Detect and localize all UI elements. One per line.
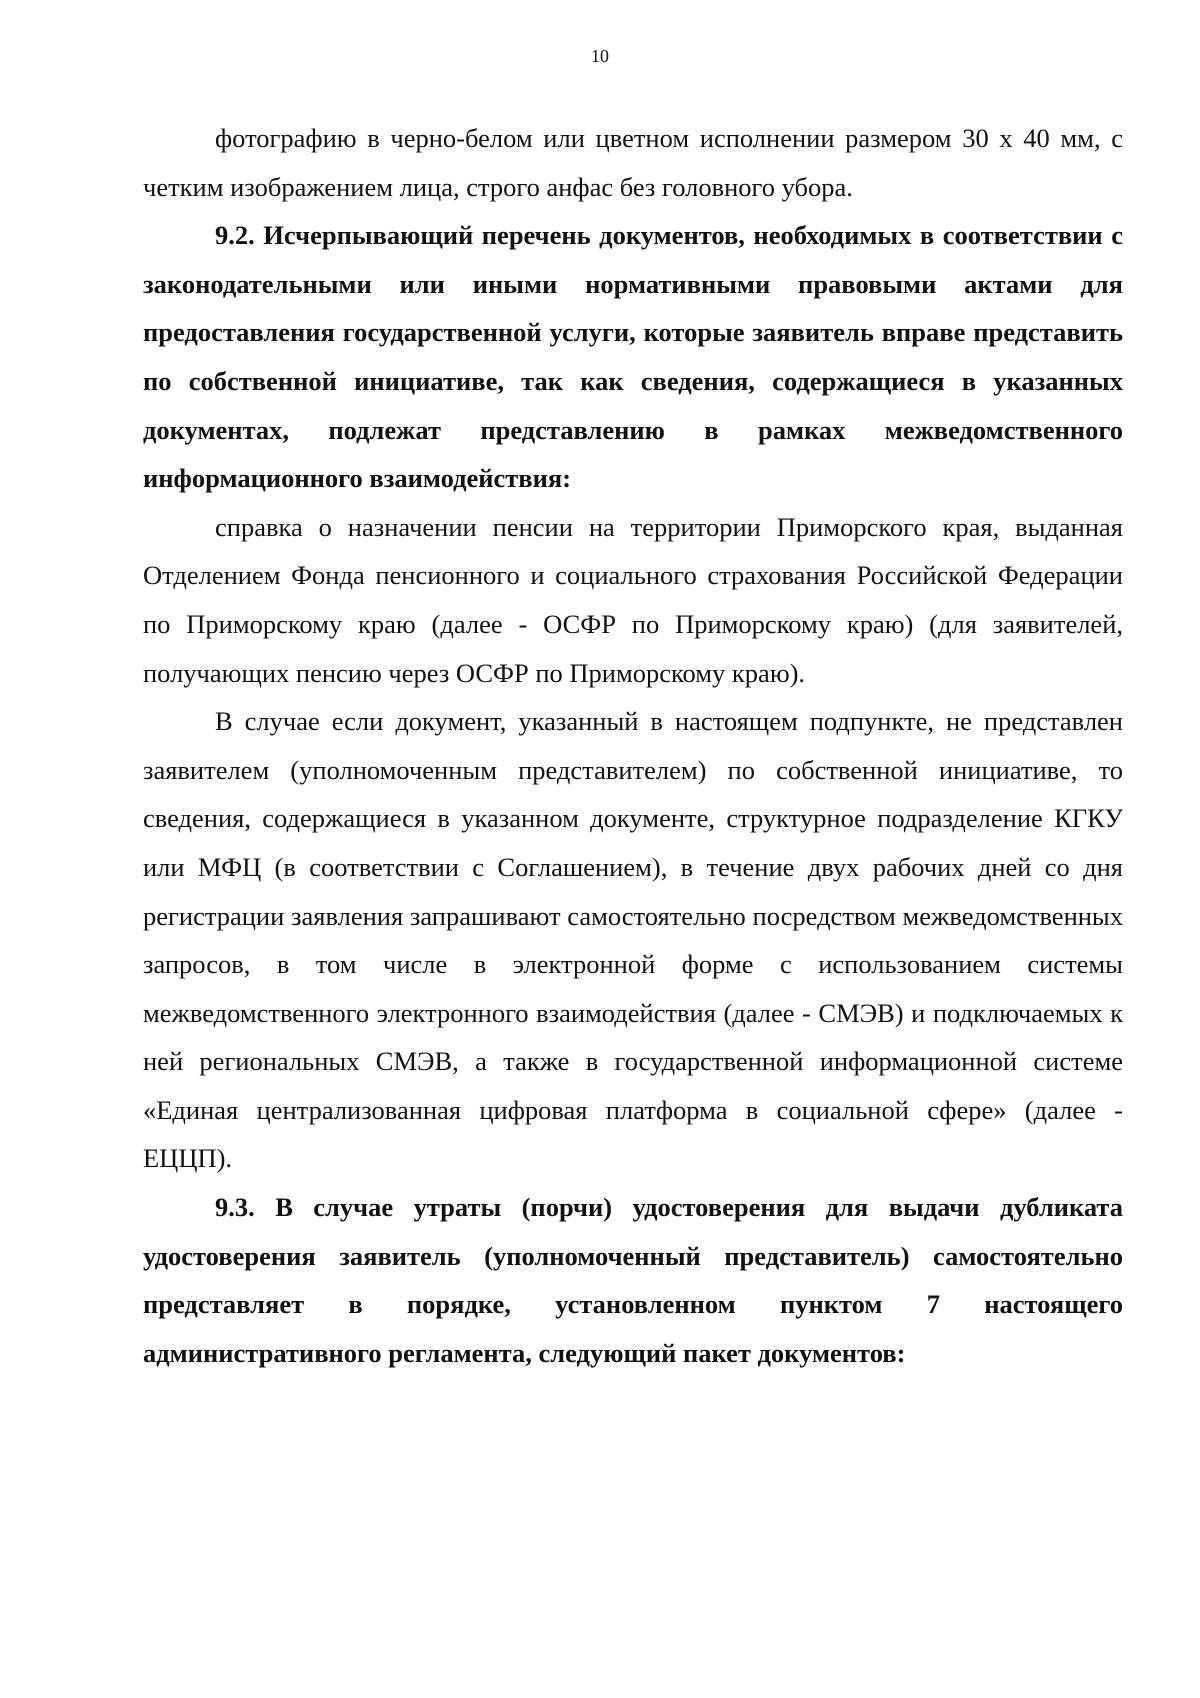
paragraph-section-9-2-heading: 9.2. Исчерпывающий перечень документов, необходимых в соответствии с законодательными или иными нормативными правовыми актами для предоставления государственной услуги, которые заявитель вправе представить по собственной инициативе, так как сведения, содержащиеся в указанных документах, подлежат представлению в рамках межведомственного информационного взаимодействия: xyxy=(143,220,1123,494)
paragraph-photo-requirements: фотографию в черно-белом или цветном исполнении размером 30 х 40 мм, с четким изображением лица, строго анфас без головного убора. xyxy=(143,123,1123,202)
page-number: 10 xyxy=(591,46,609,66)
document-body xyxy=(143,114,1123,1377)
paragraph-section-9-3-heading: 9.3. В случае утраты (порчи) удостоверения для выдачи дубликата удостоверения заявитель (уполномоченный представитель) самостоятельно представляет в порядке, установленном пунктом 7 настоящего административного регламента, следующий пакет документов: xyxy=(143,1192,1123,1368)
paragraph-interagency-requests: В случае если документ, указанный в настоящем подпункте, не представлен заявителем (уполномоченным представителем) по собственной инициативе, то сведения, содержащиеся в указанном документе, структурное подразделение КГКУ или МФЦ (в соответствии с Соглашением), в течение двух рабочих дней со дня регистрации заявления запрашивают самостоятельно посредством межведомственных запросов, в том числе в электронной форме с использованием системы межведомственного электронного взаимодействия (далее - СМЭВ) и подключаемых к ней региональных СМЭВ, а также в государственной информационной системе «Единая централизованная цифровая платформа в социальной сфере» (далее - ЕЦЦП). xyxy=(143,706,1123,1174)
paragraph-pension-certificate: справка о назначении пенсии на территории Приморского края, выданная Отделением Фонда пенсионного и социального страхования Российской Федерации по Приморскому краю (далее - ОСФР по Приморскому краю) (для заявителей, получающих пенсию через ОСФР по Приморскому краю). xyxy=(143,511,1123,688)
